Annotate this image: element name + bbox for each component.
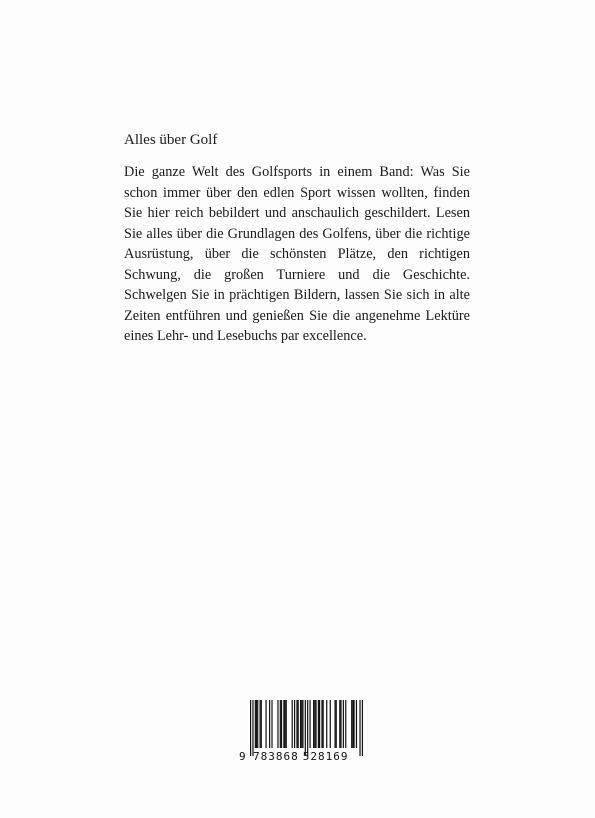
barcode-bar [256, 700, 257, 748]
barcode-bar [286, 700, 287, 748]
barcode-bar [343, 700, 344, 748]
barcode-bar [257, 700, 258, 748]
isbn-barcode [239, 700, 367, 770]
barcode-bar [252, 700, 253, 756]
book-blurb: Die ganze Welt des Golfsports in einem Band: Was Sie schon immer über den edlen Sport wissen wollten, finden Sie hier reich bebildert und anschaulich geschildert. Lesen Sie alles über die Grundlagen des Golfens, über die richtige Ausrüstung, über die schönsten Plätze, den richtigen Schwung, die großen Turniere und die Geschichte. Schwelgen Sie in prächtigen Bildern, lassen Sie sich in alte Zeiten entführen und genießen Sie die angenehme Lektüre eines Lehr- und Lesebuchs par excellence. [124, 164, 470, 344]
barcode-bar [260, 700, 261, 748]
barcode-bar [301, 700, 302, 748]
barcode-bar [319, 700, 320, 748]
barcode-bar [280, 700, 281, 748]
barcode-bar [340, 700, 341, 748]
barcode-bar [283, 700, 284, 748]
barcode-bar [318, 700, 319, 748]
barcode-bar [292, 700, 293, 748]
barcode-bar [313, 700, 314, 748]
barcode-bar [339, 700, 340, 748]
barcode-bar [352, 700, 353, 748]
barcode-bar [315, 700, 316, 748]
barcode-bar [296, 700, 297, 748]
isbn-number [239, 750, 367, 764]
isbn-first-digit: 9 [239, 750, 246, 763]
barcode-bar [359, 700, 360, 756]
barcode-bar [307, 700, 308, 756]
book-title: Alles über Golf [124, 132, 218, 148]
barcode-bar [277, 700, 278, 748]
barcode-bar [255, 700, 256, 748]
barcode-bar [323, 700, 324, 748]
barcode-bar [271, 700, 272, 748]
barcode-bar [345, 700, 346, 748]
barcode-bar [265, 700, 266, 748]
barcode-bar [309, 700, 310, 748]
isbn-right-group: 528169 [302, 750, 349, 763]
barcode-bar [330, 700, 331, 748]
barcode-bar [281, 700, 282, 748]
barcode-bar [305, 700, 306, 756]
barcode-bar [314, 700, 315, 748]
barcode-bar [300, 700, 301, 748]
barcode-bar [336, 700, 337, 748]
barcode-bar [269, 700, 270, 748]
barcode-bar [353, 700, 354, 748]
barcode-bar [298, 700, 299, 748]
barcode-bar [351, 700, 352, 748]
barcode-bar [356, 700, 357, 748]
barcode-bar [321, 700, 322, 748]
barcode-bar [326, 700, 327, 748]
barcode-bar [362, 700, 363, 756]
barcode-bar [250, 700, 251, 756]
barcode-bar [334, 700, 335, 748]
barcode-bar [261, 700, 262, 748]
barcode-bar [294, 700, 295, 748]
barcode-bar [284, 700, 285, 748]
isbn-left-group: 783868 [253, 750, 299, 763]
barcode-bar [302, 700, 303, 748]
